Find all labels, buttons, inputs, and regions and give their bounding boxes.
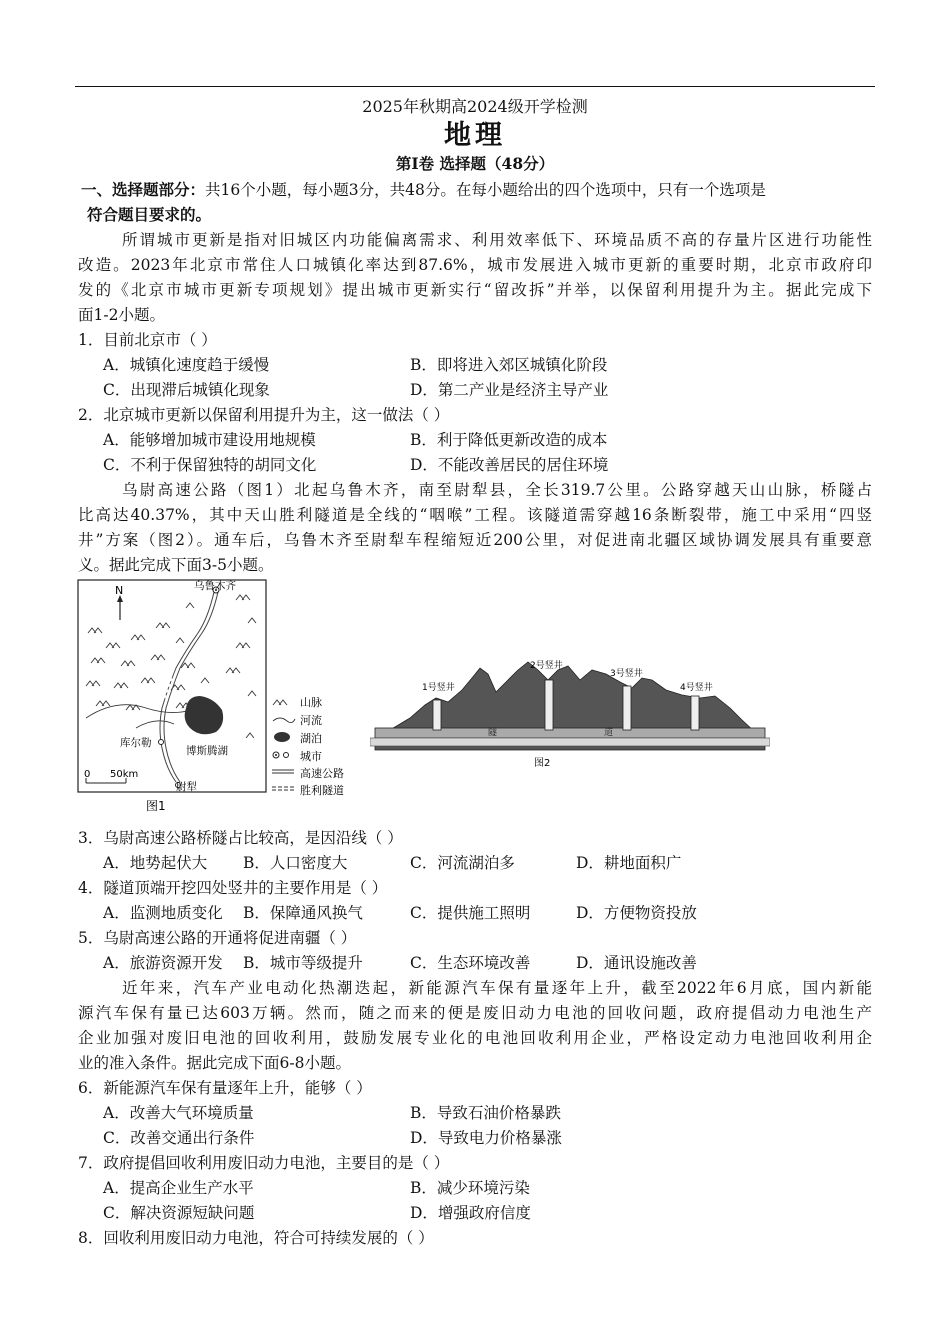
passage1-line: 面1-2小题。 [78,306,165,324]
legend-mountain-icon [273,700,287,705]
passage3-line: 企业加强对废旧电池的回收利用，鼓励发展专业化的电池回收利用企业，严格设定动力电池回收利用企 [78,1029,872,1047]
instructions-text: 共16个小题，每小题3分，共48分。在每小题给出的四个选项中，只有一个选项是 [205,181,766,199]
city-label-yuli: 尉犁 [176,781,197,793]
question-7-option-c[interactable]: C．解决资源短缺问题 [103,1204,255,1222]
question-7-option-d[interactable]: D．增强政府信度 [410,1204,531,1222]
question-5-option-c[interactable]: C．生态环境改善 [410,954,531,972]
question-4-stem: 4．隧道顶端开挖四处竖井的主要作用是（ ） [78,879,388,897]
lake-label: 博斯腾湖 [186,745,228,757]
question-4-option-d[interactable]: D．方便物资投放 [576,904,697,922]
question-3-stem: 3．乌尉高速公路桥隧占比较高，是因沿线（ ） [78,829,403,847]
legend-river-icon [273,718,295,723]
instructions [81,180,766,200]
question-8-stem: 8．回收利用废旧动力电池，符合可持续发展的（ ） [78,1229,434,1247]
question-4-option-b[interactable]: B．保障通风换气 [243,904,363,922]
map-frame [78,580,266,792]
scale-zero: 0 [84,769,91,780]
scale-length: 50km [110,769,139,780]
question-1-option-c[interactable]: C．出现滞后城镇化现象 [103,381,270,399]
question-3-option-b[interactable]: B．人口密度大 [243,854,348,872]
question-4-option-c[interactable]: C．提供施工照明 [410,904,531,922]
passage2-line: 比高达40.37%，其中天山胜利隧道是全线的“咽喉”工程。该隧道需穿越16条断裂带，施工中采用“四竖 [78,506,872,524]
shaft-2 [545,680,553,730]
question-1-option-a[interactable]: A．城镇化速度趋于缓慢 [103,356,270,374]
question-2-stem: 2．北京城市更新以保留利用提升为主，这一做法（ ） [78,406,450,424]
passage2-line: 乌尉高速公路（图1）北起乌鲁木齐，南至尉犁县，全长319.7公里。公路穿越天山山脉，桥隧占 [122,481,872,499]
question-5-option-b[interactable]: B．城市等级提升 [243,954,363,972]
question-2-option-b[interactable]: B．利于降低更新改造的成本 [410,431,608,449]
question-6-option-c[interactable]: C．改善交通出行条件 [103,1129,255,1147]
section-title: 第Ⅰ卷 选择题（48分） [395,154,555,173]
passage3-line: 源汽车保有量已达603万辆。然而，随之而来的便是废旧动力电池的回收问题，政府提倡动力电池生产 [78,1004,872,1022]
question-6-option-b[interactable]: B．导致石油价格暴跌 [410,1104,561,1122]
passage3-line: 近年来，汽车产业电动化热潮迭起，新能源汽车保有量逐年上升，截至2022年6月底，国内新能 [122,979,872,997]
question-4-option-a[interactable]: A．监测地质变化 [103,904,223,922]
city-label-korla: 库尔勒 [120,737,152,749]
legend-label: 河流 [300,714,322,727]
question-6-stem: 6．新能源汽车保有量逐年上升，能够（ ） [78,1079,372,1097]
question-2-option-d[interactable]: D．不能改善居民的居住环境 [410,456,609,474]
subject-title: 地理 [444,120,506,151]
figure-2-caption: 图2 [534,758,551,769]
passage2-line: 义。据此完成下面3-5小题。 [78,556,274,574]
shaft-label: 1号竖井 [422,683,455,693]
tunnel-label: 道 [604,728,614,738]
city-marker-icon [159,740,164,745]
legend-lake-icon [274,732,290,742]
legend-label: 山脉 [300,696,322,709]
question-5-option-d[interactable]: D．通讯设施改善 [576,954,697,972]
figure-2-tunnel-profile [370,640,770,775]
question-3-option-a[interactable]: A．地势起伏大 [103,854,208,872]
north-label: N [115,584,124,597]
instructions-label: 一、选择题部分： [81,180,206,199]
shaft-1 [433,700,441,730]
figure-1-map [76,578,366,818]
question-7-option-a[interactable]: A．提高企业生产水平 [103,1179,254,1197]
passage1-line: 发的《北京市城市更新专项规划》提出城市更新实行“留改拆”并举，以保留利用提升为主。据此完成下 [78,281,872,299]
question-3-option-c[interactable]: C．河流湖泊多 [410,854,515,872]
question-7-option-b[interactable]: B．减少环境污染 [410,1179,530,1197]
shaft-label: 3号竖井 [610,669,643,679]
city-label-urumqi: 乌鲁木齐 [194,580,236,592]
question-7-stem: 7．政府提倡回收利用废旧动力电池，主要目的是（ ） [78,1154,450,1172]
passage2-line: 井”方案（图2）。通车后，乌鲁木齐至尉犁车程缩短近200公里，对促进南北疆区域协调发展具有重要意 [78,531,872,549]
shaft-3 [623,686,631,730]
question-2-option-c[interactable]: C．不利于保留独特的胡同文化 [103,456,317,474]
question-1-option-b[interactable]: B．即将进入郊区城镇化阶段 [410,356,608,374]
tunnel-label: 隧 [488,728,498,738]
legend-label: 湖泊 [300,732,322,745]
legend-label: 高速公路 [300,767,344,780]
shaft-label: 4号竖井 [680,683,713,693]
question-2-option-a[interactable]: A．能够增加城市建设用地规模 [103,431,316,449]
instructions-text-2: 符合题目要求的。 [87,205,212,224]
question-6-option-d[interactable]: D．导致电力价格暴涨 [410,1129,562,1147]
question-1-stem: 1．目前北京市（ ） [78,331,217,349]
exam-title: 2025年秋期高2024级开学检测 [362,97,588,116]
ground-band [370,738,770,746]
question-5-stem: 5．乌尉高速公路的开通将促进南疆（ ） [78,929,357,947]
legend-label: 城市 [300,750,322,763]
question-1-option-d[interactable]: D．第二产业是经济主导产业 [410,381,609,399]
shaft-4 [691,696,699,730]
question-3-option-d[interactable]: D．耕地面积广 [576,854,682,872]
passage3-line: 业的准入条件。据此完成下面6-8小题。 [78,1054,351,1072]
shaft-label: 2号竖井 [530,661,563,671]
passage1-line: 改造。2023年北京市常住人口城镇化率达到87.6%，城市发展进入城市更新的重要时期，北京市政府印 [78,256,872,274]
question-5-option-a[interactable]: A．旅游资源开发 [103,954,223,972]
legend-label: 胜利隧道 [300,784,344,797]
question-6-option-a[interactable]: A．改善大气环境质量 [103,1104,254,1122]
top-rule [75,86,875,87]
passage1-line: 所谓城市更新是指对旧城区内功能偏离需求、利用效率低下、环境品质不高的存量片区进行功能性 [122,231,872,249]
figure-1-caption: 图1 [146,799,166,813]
